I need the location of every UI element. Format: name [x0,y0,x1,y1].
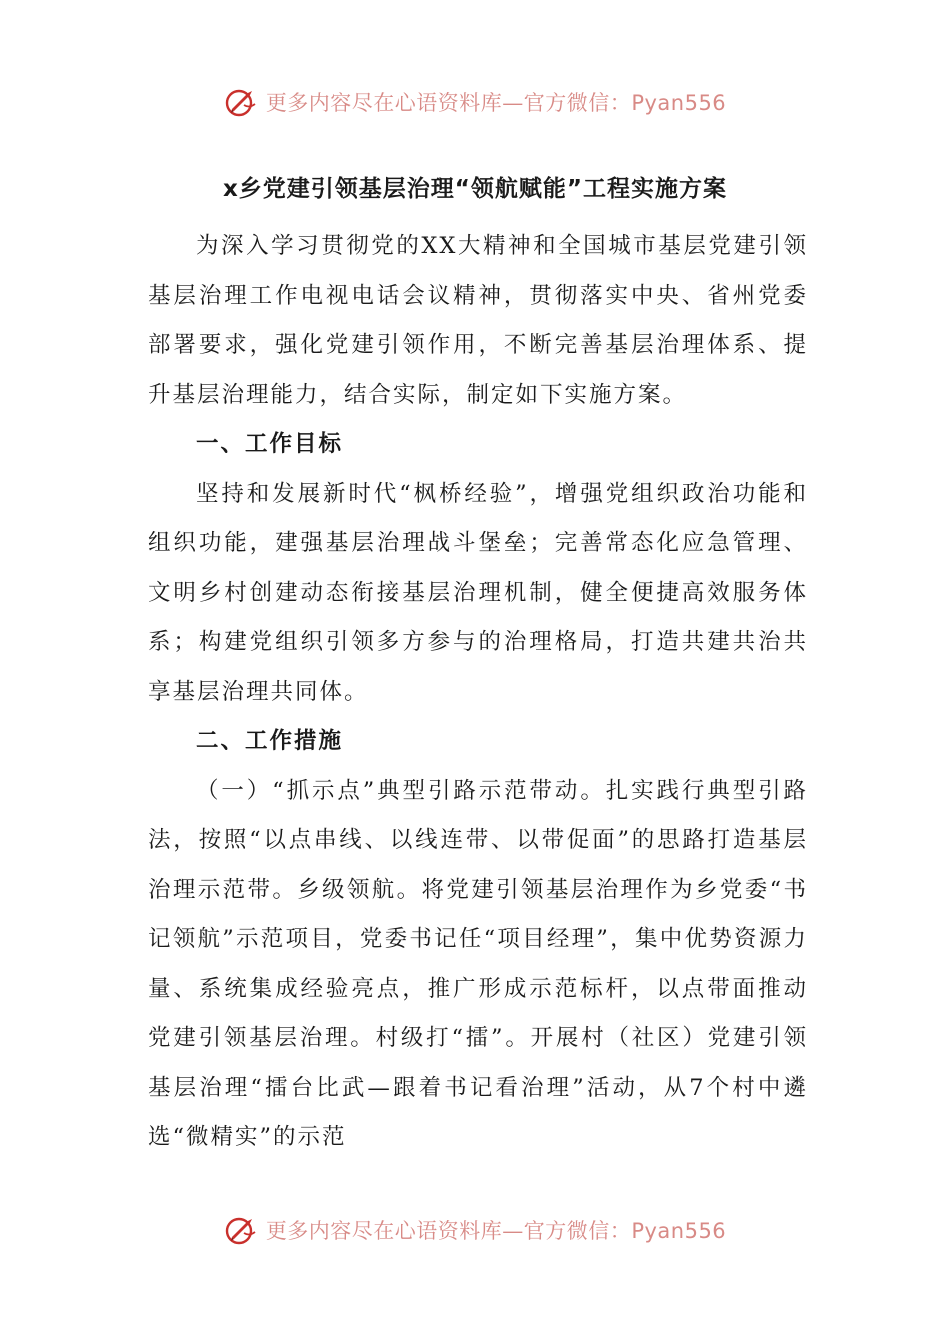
document-body [148,222,808,1163]
watermark-footer [0,1210,950,1250]
section-heading-goals: 一、工作目标 [196,431,344,457]
watermark-header [0,82,950,122]
watermark-text: 更多内容尽在心语资料库—官方微信：Pyan556 [265,91,727,115]
section-heading-measures: 二、工作措施 [196,728,344,754]
goals-paragraph: 坚持和发展新时代“枫桥经验”，增强党组织政治功能和组织功能，建强基层治理战斗堡垒；完善常态化应急管理、文明乡村创建动态衔接基层治理机制，健全便捷高效服务体系；构建党组织引领多方参与的治理格局，打造共建共治共享基层治理共同体。 [148,480,808,705]
measures-paragraph-1: （一）“抓示点”典型引路示范带动。扎实践行典型引路法，按照“以点串线、以线连带、以带促面”的思路打造基层治理示范带。乡级领航。将党建引领基层治理作为乡党委“书记领航”示范项目，党委书记任“项目经理”，集中优势资源力量、系统集成经验亮点，推广形成示范标杆，以点带面推动党建引领基层治理。村级打“擂”。开展村（社区）党建引领基层治理“擂台比武—跟着书记看治理”活动，从7个村中遴选“微精实”的示范 [148,777,808,1150]
intro-paragraph: 为深入学习贯彻党的XX大精神和全国城市基层党建引领基层治理工作电视电话会议精神，贯彻落实中央、省州党委部署要求，强化党建引领作用，不断完善基层治理体系、提升基层治理能力，结合实际，制定如下实施方案。 [148,233,808,408]
document-title: x乡党建引领基层治理“领航赋能”工程实施方案 [222,176,728,202]
pen-logo-icon [224,85,258,119]
pen-logo-icon [224,1213,258,1247]
watermark-text: 更多内容尽在心语资料库—官方微信：Pyan556 [265,1219,727,1243]
